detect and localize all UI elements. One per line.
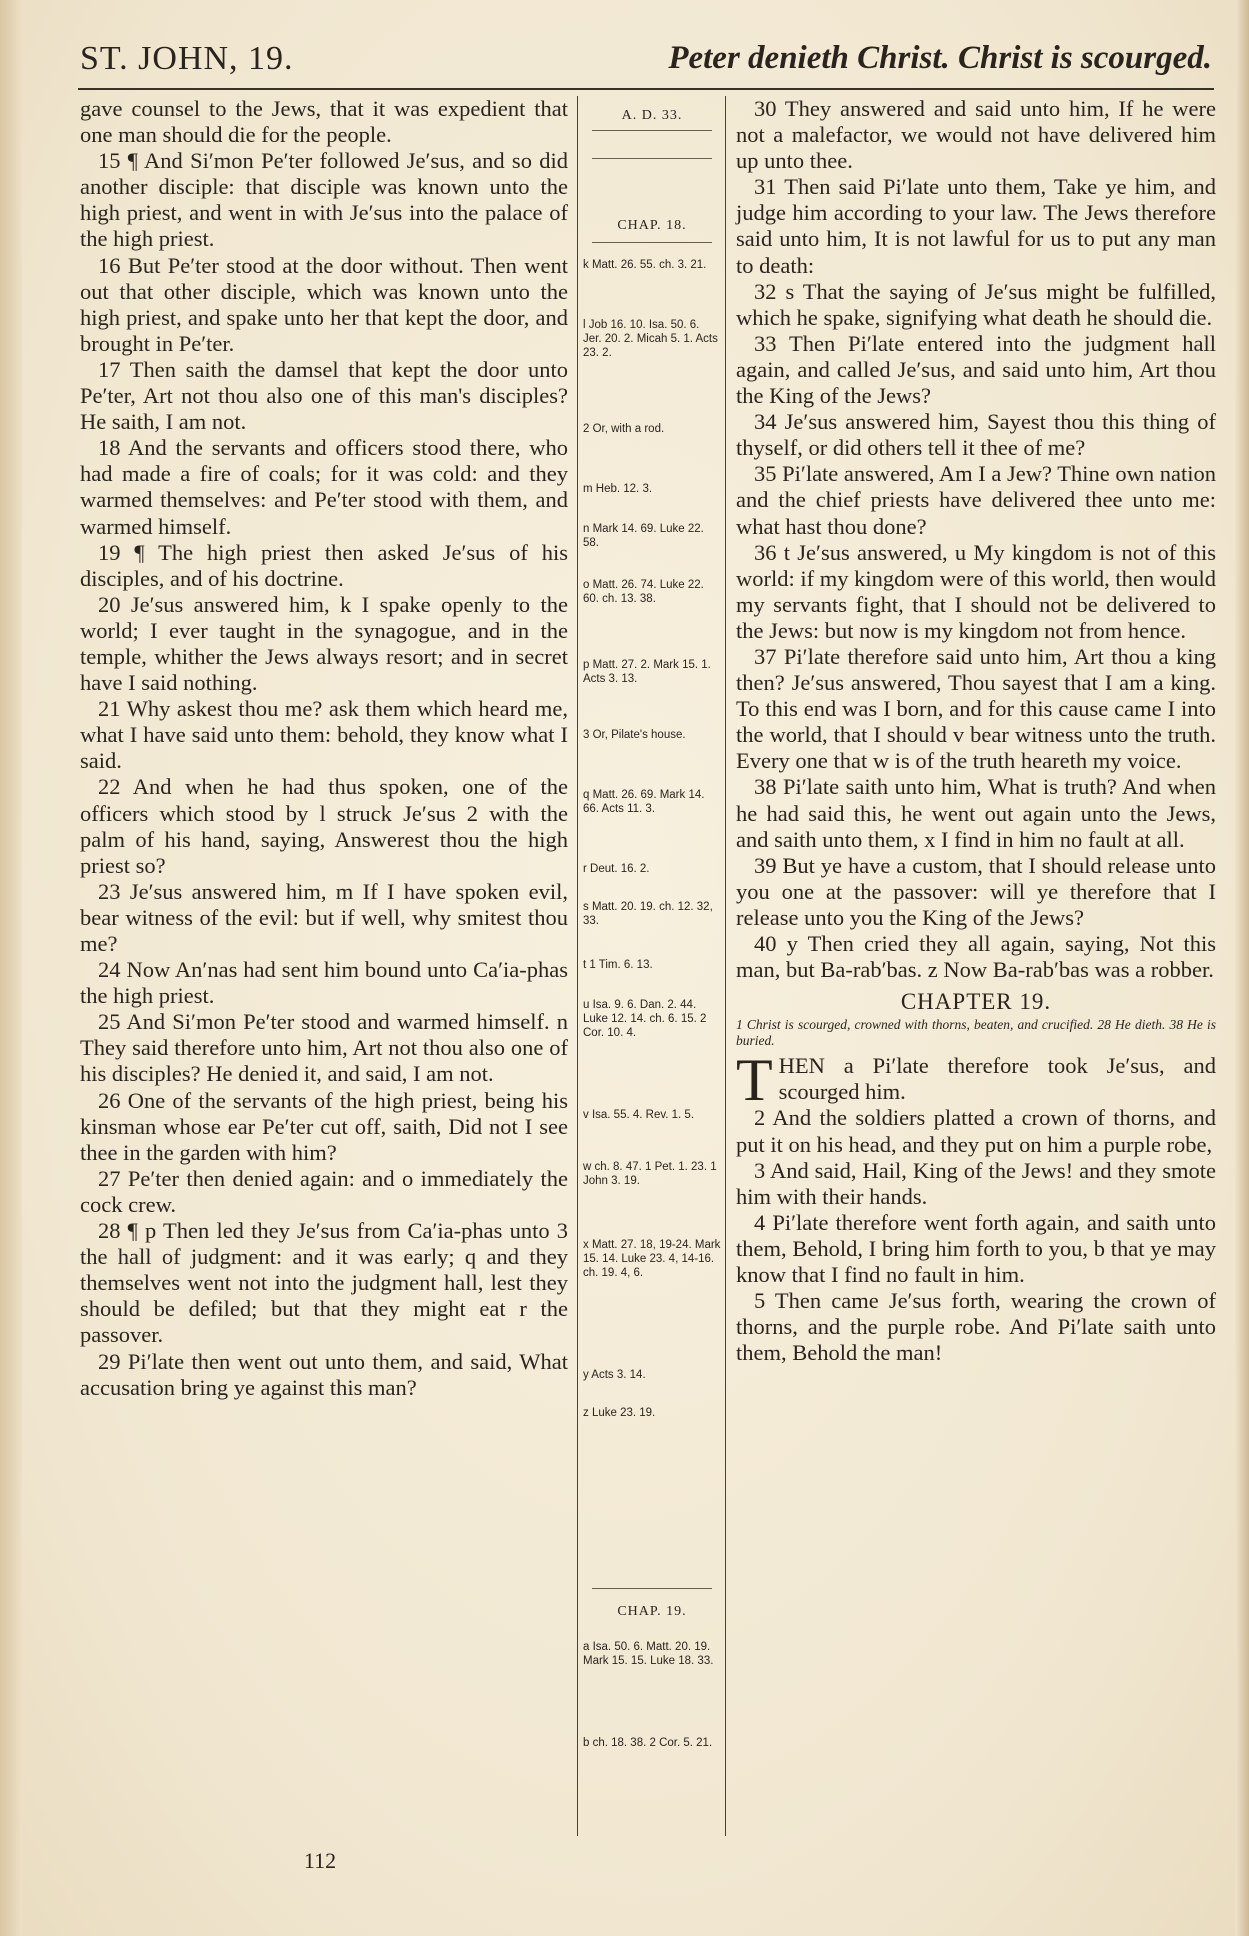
verse-text: 22 And when he had thus spoken, one of the officers which stood by l struck Je′sus 2 with the palm of his hand, saying, Answerest thou the high priest so? [80, 774, 568, 878]
chapter-ref-rule [592, 242, 712, 243]
cross-reference: w ch. 8. 47. 1 Pet. 1. 23. 1 John 3. 19. [583, 1161, 717, 1187]
cross-reference: z Luke 23. 19. [583, 1407, 656, 1419]
right-text-column [736, 96, 1216, 1366]
drop-cap: T [736, 1047, 773, 1114]
chapter-summary: 1 Christ is scourged, crowned with thorns, beaten, and crucified. 28 He dieth. 38 He is buried. [736, 1017, 1216, 1049]
verse-text: 34 Je′sus answered him, Sayest thou this thing of thyself, or did others tell it thee of me? [736, 409, 1216, 461]
verse-text: 29 Pi′late then went out unto them, and said, What accusation bring ye against this man? [80, 1348, 568, 1400]
cross-reference: o Matt. 26. 74. Luke 22. 60. ch. 13. 38. [583, 579, 704, 605]
verse-text: 40 y Then cried they all again, saying, Not this man, but Ba-rab′bas. z Now Ba-rab′bas was a robber. [736, 931, 1216, 983]
verse-text: 21 Why askest thou me? ask them which heard me, what I have said unto them: behold, they know what I said. [80, 696, 568, 774]
cross-reference: r Deut. 16. 2. [583, 863, 650, 875]
verse-text: 24 Now An′nas had sent him bound unto Ca′ia-phas the high priest. [80, 957, 568, 1009]
chapter-first-verse [736, 1047, 1216, 1114]
cross-reference: b ch. 18. 38. 2 Cor. 5. 21. [583, 1737, 713, 1749]
verse-text: 2 And the soldiers platted a crown of thorns, and put it on his head, and they put on him a purple robe, [736, 1105, 1216, 1157]
verse-text: 38 Pi′late saith unto him, What is truth? And when he had said this, he went out again unto the Jews, and saith unto them, x I find in him no fault at all. [736, 774, 1216, 852]
verse-text: 25 And Si′mon Pe′ter stood and warmed himself. n They said therefore unto him, Art not thou also one of his disciples? He denied it, and said, I am not. [80, 1009, 568, 1087]
page-number: 112 [303, 1848, 337, 1873]
verse-text: 16 But Pe′ter stood at the door without. Then went out that other disciple, which was known unto the high priest, and spake unto her that kept the door, and brought in Pe′ter. [80, 252, 568, 356]
column-divider-right [725, 96, 726, 1836]
verse-text: 26 One of the servants of the high priest, being his kinsman whose ear Pe′ter cut off, saith, Did not I see thee in the garden with him? [80, 1087, 568, 1165]
cross-reference: l Job 16. 10. Isa. 50. 6. Jer. 20. 2. Micah 5. 1. Acts 23. 2. [583, 319, 718, 359]
cross-reference: a Isa. 50. 6. Matt. 20. 19. Mark 15. 15. Luke 18. 33. [583, 1641, 714, 1667]
cross-reference: q Matt. 26. 69. Mark 14. 66. Acts 11. 3. [583, 789, 705, 815]
verse-text: 33 Then Pi′late entered into the judgment hall again, and called Je′sus, and said unto him, Art thou the King of the Jews? [736, 330, 1216, 409]
verse-text: 5 Then came Je′sus forth, wearing the crown of thorns, and the purple robe. And Pi′late saith unto them, Behold the man! [736, 1288, 1216, 1366]
chapter-ref-rule [592, 1588, 712, 1589]
verse-text: HEN a Pi′late therefore took Je′sus, and scourged him. [778, 1053, 1216, 1105]
cross-reference: y Acts 3. 14. [583, 1369, 646, 1381]
verse-text: 39 But ye have a custom, that I should release unto you one at the passover: will ye therefore that I release unto you the King of the Jews? [736, 852, 1216, 930]
verse-text: 32 s That the saying of Je′sus might be fulfilled, which he spake, signifying what death he should die. [736, 278, 1216, 330]
page-edge-right [1235, 0, 1249, 1936]
verse-text: 4 Pi′late therefore went forth again, and saith unto them, Behold, I bring him forth to you, b that ye may know that I find no fault in him. [736, 1209, 1216, 1288]
column-divider-left [577, 96, 578, 1836]
cross-reference: 2 Or, with a rod. [583, 423, 665, 435]
left-text-column [80, 96, 568, 1401]
page-header [80, 40, 1212, 90]
verse-text: 36 t Je′sus answered, u My kingdom is not of this world: if my kingdom were of this world, then would my servants fight, that I should not be delivered to the Jews: but now is my kingdom not from hence. [736, 539, 1216, 643]
verse-text: 37 Pi′late therefore said unto him, Art thou a king then? Je′sus answered, Thou sayest that I am a king. To this end was I born, and for this cause came I into the world, that I should v bear witness unto the truth. Every one that w is of the truth heareth my voice. [736, 643, 1216, 774]
verse-text: gave counsel to the Jews, that it was expedient that one man should die for the people. [80, 96, 568, 148]
verse-text: 28 ¶ p Then led they Je′sus from Ca′ia-phas unto 3 the hall of judgment: and it was early; q and they themselves went not into the judgment hall, lest they should be defiled; but that they might eat r the passover. [80, 1218, 568, 1348]
cross-reference: u Isa. 9. 6. Dan. 2. 44. Luke 12. 14. ch. 6. 15. 2 Cor. 10. 4. [583, 999, 707, 1039]
header-rule [78, 88, 1214, 90]
cross-reference: x Matt. 27. 18, 19-24. Mark 15. 14. Luke 23. 4, 14-16. ch. 19. 4, 6. [583, 1239, 721, 1279]
cross-reference: m Heb. 12. 3. [583, 483, 653, 495]
year-rule [592, 158, 712, 159]
verse-text: 30 They answered and said unto him, If he were not a malefactor, we would not have delivered him up unto thee. [736, 96, 1216, 174]
cross-reference: p Matt. 27. 2. Mark 15. 1. Acts 3. 13. [583, 659, 711, 685]
cross-reference: s Matt. 20. 19. ch. 12. 32, 33. [583, 901, 713, 927]
verse-text: 18 And the servants and officers stood there, who had made a fire of coals; for it was cold: and they warmed themselves: and Pe′ter stood with them, and warmed himself. [80, 435, 568, 539]
page-edge-left [0, 0, 22, 1936]
verse-text: 17 Then saith the damsel that kept the door unto Pe′ter, Art not thou also one of this man's disciples? He saith, I am not. [80, 356, 568, 435]
chapter-ref-label: CHAP. 18. [617, 218, 687, 233]
verse-text: 19 ¶ The high priest then asked Je′sus of his disciples, and of his doctrine. [80, 539, 568, 591]
verse-text: 23 Je′sus answered him, m If I have spoken evil, bear witness of the evil: but if well, why smitest thou me? [80, 878, 568, 956]
verse-text: 3 And said, Hail, King of the Jews! and they smote him with their hands. [736, 1157, 1216, 1209]
verse-text: 20 Je′sus answered him, k I spake openly to the world; I ever taught in the synagogue, and in the temple, whither the Jews always resort; and in secret have I said nothing. [80, 591, 568, 696]
running-head-topic: Peter denieth Christ. Christ is scourged. [668, 40, 1212, 76]
verse-text: 31 Then said Pi′late unto them, Take ye him, and judge him according to your law. The Jews therefore said unto him, It is not lawful for us to put any man to death: [736, 174, 1216, 278]
cross-reference: 3 Or, Pilate's house. [583, 729, 686, 741]
running-head-book: ST. JOHN, 19. [80, 40, 294, 77]
verse-text: 35 Pi′late answered, Am I a Jew? Thine own nation and the chief priests have delivered thee unto me: what hast thou done? [736, 461, 1216, 539]
year-label: A. D. 33. [621, 108, 683, 123]
year-rule [592, 130, 712, 131]
chapter-heading: CHAPTER 19. [900, 989, 1052, 1015]
verse-text: 27 Pe′ter then denied again: and o immediately the cock crew. [80, 1165, 568, 1217]
chapter-ref-label: CHAP. 19. [617, 1604, 687, 1619]
cross-reference: t 1 Tim. 6. 13. [583, 959, 653, 971]
cross-reference: n Mark 14. 69. Luke 22. 58. [583, 523, 704, 549]
verse-text: 15 ¶ And Si′mon Pe′ter followed Je′sus, and so did another disciple: that disciple was known unto the high priest, and went in with Je′sus into the palace of the high priest. [80, 148, 568, 252]
cross-reference: k Matt. 26. 55. ch. 3. 21. [583, 259, 707, 271]
cross-reference: v Isa. 55. 4. Rev. 1. 5. [583, 1109, 695, 1121]
